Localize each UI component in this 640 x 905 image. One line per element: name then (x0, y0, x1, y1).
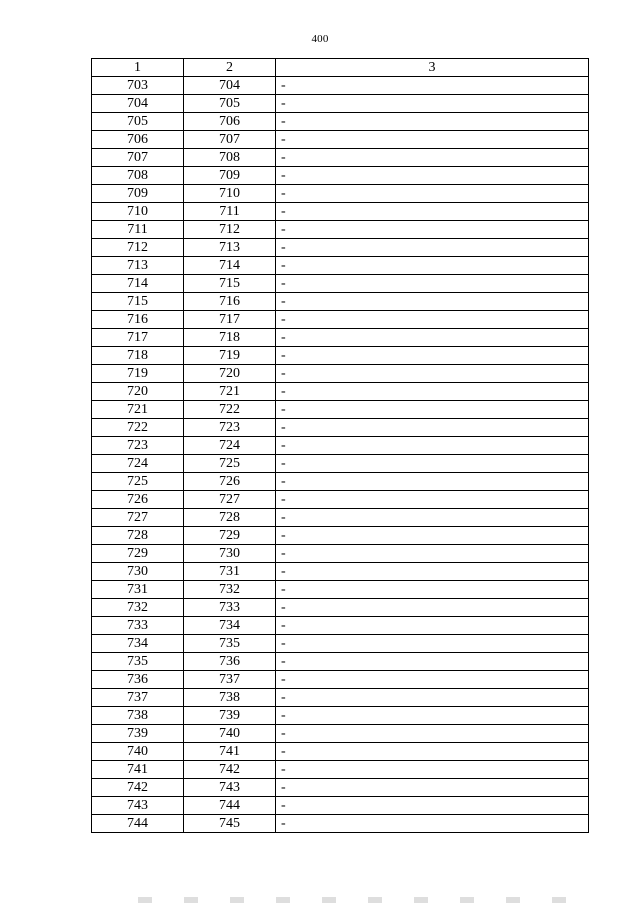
table-row (92, 635, 589, 653)
table-row (92, 581, 589, 599)
table-row (92, 185, 589, 203)
cell-col-3: - (276, 761, 589, 779)
cell-col-3: - (276, 401, 589, 419)
cell-col-3: - (276, 293, 589, 311)
cell-col-2: 720 (184, 365, 276, 383)
data-table (91, 58, 589, 833)
table-row (92, 383, 589, 401)
cell-col-3: - (276, 743, 589, 761)
cell-col-3: - (276, 149, 589, 167)
cell-col-2: 743 (184, 779, 276, 797)
table-row (92, 77, 589, 95)
cell-col-3: - (276, 563, 589, 581)
cell-col-1: 714 (92, 275, 184, 293)
cell-col-1: 741 (92, 761, 184, 779)
cell-col-2: 707 (184, 131, 276, 149)
cell-col-2: 727 (184, 491, 276, 509)
table-row (92, 689, 589, 707)
cell-col-3: - (276, 383, 589, 401)
cell-col-1: 720 (92, 383, 184, 401)
table-row (92, 761, 589, 779)
table-body (92, 77, 589, 833)
cell-col-1: 730 (92, 563, 184, 581)
table-row (92, 257, 589, 275)
cell-col-1: 716 (92, 311, 184, 329)
table-row (92, 563, 589, 581)
cell-col-2: 745 (184, 815, 276, 833)
cell-col-2: 731 (184, 563, 276, 581)
cell-col-2: 728 (184, 509, 276, 527)
table-row (92, 797, 589, 815)
cell-col-1: 736 (92, 671, 184, 689)
table-row (92, 419, 589, 437)
table-row (92, 725, 589, 743)
cell-col-1: 731 (92, 581, 184, 599)
cell-col-3: - (276, 653, 589, 671)
cell-col-3: - (276, 113, 589, 131)
cell-col-1: 724 (92, 455, 184, 473)
cell-col-3: - (276, 347, 589, 365)
cell-col-3: - (276, 203, 589, 221)
cell-col-2: 723 (184, 419, 276, 437)
cell-col-3: - (276, 329, 589, 347)
table-row (92, 455, 589, 473)
cell-col-2: 742 (184, 761, 276, 779)
cell-col-3: - (276, 617, 589, 635)
cell-col-3: - (276, 581, 589, 599)
cell-col-3: - (276, 437, 589, 455)
cell-col-1: 721 (92, 401, 184, 419)
cell-col-1: 744 (92, 815, 184, 833)
table-row (92, 527, 589, 545)
cell-col-1: 733 (92, 617, 184, 635)
cell-col-1: 740 (92, 743, 184, 761)
cell-col-2: 722 (184, 401, 276, 419)
column-header-1: 1 (92, 59, 184, 77)
table-row (92, 365, 589, 383)
cell-col-3: - (276, 725, 589, 743)
cell-col-1: 739 (92, 725, 184, 743)
cell-col-2: 733 (184, 599, 276, 617)
cell-col-1: 735 (92, 653, 184, 671)
table-row (92, 275, 589, 293)
cell-col-3: - (276, 689, 589, 707)
table-row (92, 401, 589, 419)
cell-col-2: 717 (184, 311, 276, 329)
cell-col-2: 714 (184, 257, 276, 275)
cell-col-2: 734 (184, 617, 276, 635)
table-row (92, 203, 589, 221)
cell-col-2: 713 (184, 239, 276, 257)
footer-scan-artifact (138, 897, 568, 903)
cell-col-1: 734 (92, 635, 184, 653)
cell-col-2: 705 (184, 95, 276, 113)
cell-col-2: 726 (184, 473, 276, 491)
cell-col-3: - (276, 509, 589, 527)
cell-col-2: 730 (184, 545, 276, 563)
cell-col-3: - (276, 671, 589, 689)
table-row (92, 347, 589, 365)
table-row (92, 779, 589, 797)
cell-col-3: - (276, 167, 589, 185)
cell-col-1: 710 (92, 203, 184, 221)
cell-col-1: 738 (92, 707, 184, 725)
table-row (92, 671, 589, 689)
table-row (92, 149, 589, 167)
cell-col-3: - (276, 527, 589, 545)
cell-col-1: 703 (92, 77, 184, 95)
table-row (92, 491, 589, 509)
cell-col-3: - (276, 257, 589, 275)
cell-col-3: - (276, 239, 589, 257)
cell-col-2: 715 (184, 275, 276, 293)
table-row (92, 617, 589, 635)
cell-col-2: 706 (184, 113, 276, 131)
cell-col-3: - (276, 455, 589, 473)
cell-col-2: 708 (184, 149, 276, 167)
table-row (92, 311, 589, 329)
table-row (92, 329, 589, 347)
cell-col-1: 707 (92, 149, 184, 167)
cell-col-1: 728 (92, 527, 184, 545)
table-row (92, 509, 589, 527)
table-row (92, 743, 589, 761)
cell-col-2: 737 (184, 671, 276, 689)
table-row (92, 239, 589, 257)
cell-col-3: - (276, 545, 589, 563)
cell-col-2: 721 (184, 383, 276, 401)
cell-col-3: - (276, 707, 589, 725)
cell-col-2: 710 (184, 185, 276, 203)
table-row (92, 221, 589, 239)
cell-col-1: 706 (92, 131, 184, 149)
cell-col-3: - (276, 815, 589, 833)
cell-col-2: 736 (184, 653, 276, 671)
cell-col-1: 713 (92, 257, 184, 275)
cell-col-1: 722 (92, 419, 184, 437)
table-row (92, 131, 589, 149)
cell-col-2: 740 (184, 725, 276, 743)
cell-col-2: 725 (184, 455, 276, 473)
cell-col-2: 735 (184, 635, 276, 653)
table-row (92, 95, 589, 113)
cell-col-1: 719 (92, 365, 184, 383)
cell-col-1: 743 (92, 797, 184, 815)
cell-col-2: 738 (184, 689, 276, 707)
cell-col-2: 711 (184, 203, 276, 221)
cell-col-3: - (276, 635, 589, 653)
cell-col-2: 741 (184, 743, 276, 761)
cell-col-1: 709 (92, 185, 184, 203)
table-row (92, 167, 589, 185)
cell-col-2: 724 (184, 437, 276, 455)
cell-col-1: 726 (92, 491, 184, 509)
table-header-row (92, 59, 589, 77)
cell-col-3: - (276, 419, 589, 437)
cell-col-1: 729 (92, 545, 184, 563)
table-row (92, 473, 589, 491)
cell-col-2: 718 (184, 329, 276, 347)
cell-col-3: - (276, 779, 589, 797)
cell-col-3: - (276, 185, 589, 203)
cell-col-2: 732 (184, 581, 276, 599)
cell-col-3: - (276, 77, 589, 95)
cell-col-3: - (276, 797, 589, 815)
table-row (92, 599, 589, 617)
cell-col-3: - (276, 275, 589, 293)
cell-col-1: 705 (92, 113, 184, 131)
page-number: 400 (311, 33, 329, 45)
cell-col-2: 716 (184, 293, 276, 311)
table-row (92, 707, 589, 725)
cell-col-1: 742 (92, 779, 184, 797)
cell-col-2: 739 (184, 707, 276, 725)
cell-col-3: - (276, 311, 589, 329)
column-header-3: 3 (276, 59, 589, 77)
cell-col-1: 737 (92, 689, 184, 707)
cell-col-3: - (276, 221, 589, 239)
cell-col-1: 708 (92, 167, 184, 185)
cell-col-1: 712 (92, 239, 184, 257)
cell-col-1: 715 (92, 293, 184, 311)
cell-col-2: 709 (184, 167, 276, 185)
cell-col-3: - (276, 365, 589, 383)
cell-col-1: 711 (92, 221, 184, 239)
cell-col-1: 727 (92, 509, 184, 527)
cell-col-1: 717 (92, 329, 184, 347)
cell-col-3: - (276, 491, 589, 509)
table-row (92, 815, 589, 833)
cell-col-1: 725 (92, 473, 184, 491)
cell-col-3: - (276, 131, 589, 149)
cell-col-3: - (276, 599, 589, 617)
cell-col-2: 729 (184, 527, 276, 545)
column-header-2: 2 (184, 59, 276, 77)
cell-col-1: 718 (92, 347, 184, 365)
cell-col-3: - (276, 473, 589, 491)
table-row (92, 545, 589, 563)
cell-col-3: - (276, 95, 589, 113)
cell-col-2: 744 (184, 797, 276, 815)
table-row (92, 437, 589, 455)
table-row (92, 293, 589, 311)
cell-col-2: 704 (184, 77, 276, 95)
cell-col-2: 712 (184, 221, 276, 239)
cell-col-1: 732 (92, 599, 184, 617)
cell-col-1: 723 (92, 437, 184, 455)
cell-col-2: 719 (184, 347, 276, 365)
table-row (92, 113, 589, 131)
cell-col-1: 704 (92, 95, 184, 113)
table-row (92, 653, 589, 671)
